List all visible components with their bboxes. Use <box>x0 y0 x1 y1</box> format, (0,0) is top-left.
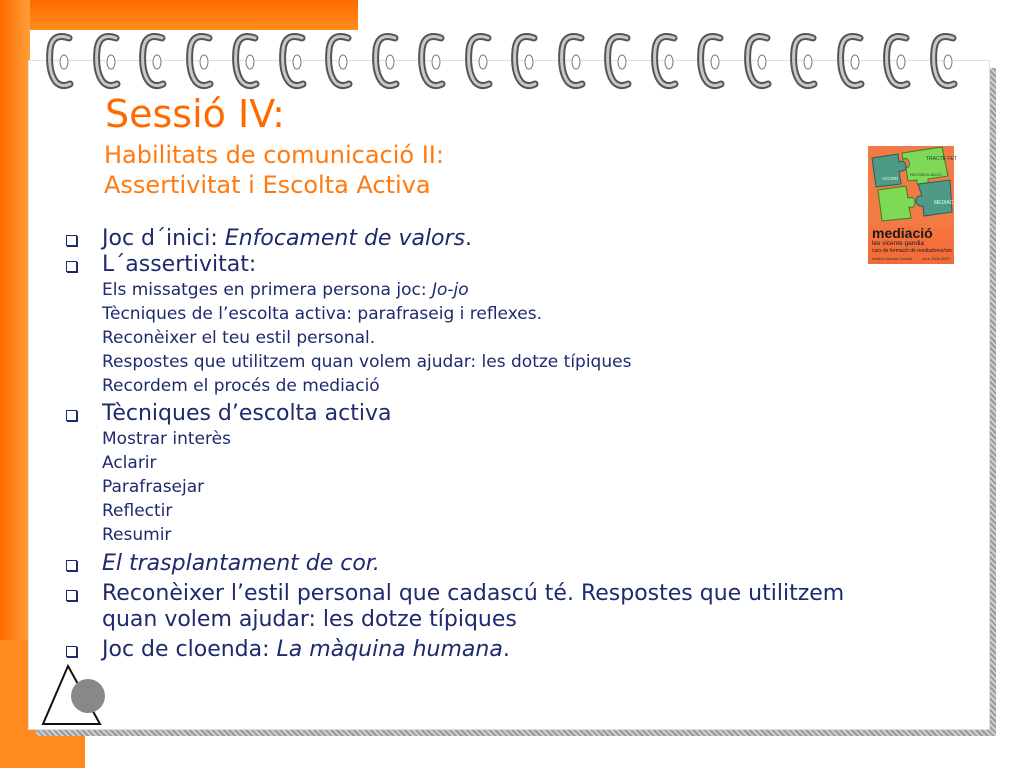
puzzle-label-3: RECONCILIACIÓ <box>910 172 942 177</box>
agenda-list <box>60 226 960 663</box>
spiral-ring-icon <box>42 30 76 92</box>
spiral-ring-icon <box>879 30 913 92</box>
spiral-ring-icon <box>461 30 495 92</box>
subtitle-line-1: Habilitats de comunicació II: <box>104 141 444 169</box>
spiral-ring-icon <box>89 30 123 92</box>
spiral-ring-icon <box>554 30 588 92</box>
sub-item: Recordem el procés de mediació <box>102 376 380 396</box>
sub-item: Reconèixer el teu estil personal. <box>102 328 376 348</box>
checkbox-bullet-icon <box>66 235 77 246</box>
puzzle-pieces-icon <box>868 146 959 226</box>
sub-item: Reflectir <box>102 501 173 521</box>
spiral-ring-icon <box>740 30 774 92</box>
spiral-ring-icon <box>786 30 820 92</box>
spiral-ring-icon <box>507 30 541 92</box>
sub-item: Mostrar interès <box>102 429 231 449</box>
puzzle-label-2: MEDIACIÓ <box>934 200 959 206</box>
list-item: L´assertivitat: <box>60 252 960 278</box>
checkbox-bullet-icon <box>66 590 77 601</box>
logo-subname: les vicente gandia <box>872 240 925 247</box>
checkbox-bullet-icon <box>66 261 77 272</box>
spiral-binding <box>42 30 972 100</box>
spiral-ring-icon <box>833 30 867 92</box>
subtitle-line-2: Assertivitat i Escolta Activa <box>104 171 431 199</box>
spiral-ring-icon <box>368 30 402 92</box>
logo-name: mediació <box>872 225 933 241</box>
checkbox-bullet-icon <box>66 410 77 421</box>
list-item: Tècniques d’escolta activa <box>60 401 960 427</box>
checkbox-bullet-icon <box>66 646 77 657</box>
spiral-ring-icon <box>600 30 634 92</box>
logo-footer-left: Institut Vicente Gandia <box>872 256 913 261</box>
puzzle-label-4: ACORD <box>882 176 899 181</box>
spiral-ring-icon <box>321 30 355 92</box>
logo-footer-right: curs 2006-2007 <box>922 256 950 261</box>
spiral-ring-icon <box>414 30 448 92</box>
slide-title: Sessió IV: <box>105 92 285 136</box>
list-item: Reconèixer l’estil personal que cadascú té. Respostes que utilitzem quan volem ajudar: les dotze típiques <box>60 581 882 633</box>
spiral-ring-icon <box>135 30 169 92</box>
spiral-ring-icon <box>182 30 216 92</box>
sub-item: Respostes que utilitzem quan volem ajudar: les dotze típiques <box>102 352 632 372</box>
spiral-ring-icon <box>275 30 309 92</box>
sub-item: Els missatges en primera persona joc: Jo-jo <box>102 280 469 300</box>
spiral-ring-icon <box>647 30 681 92</box>
logo-course: curs de formació de mediadores/ors <box>872 248 952 254</box>
list-item: El trasplantament de cor. <box>60 551 960 577</box>
puzzle-label-1: TRACTE FET <box>926 156 957 162</box>
sub-item: Parafrasejar <box>102 477 205 497</box>
sub-item: Tècniques de l’escolta activa: parafraseig i reflexes. <box>102 304 542 324</box>
sub-item: Resumir <box>102 525 172 545</box>
sub-item: Aclarir <box>102 453 157 473</box>
spiral-ring-icon <box>693 30 727 92</box>
slide-subtitle <box>104 140 444 200</box>
spiral-ring-icon <box>926 30 960 92</box>
list-item: Joc d´inici: Enfocament de valors. <box>60 226 960 252</box>
orange-top-band <box>0 0 358 30</box>
spiral-ring-icon <box>228 30 262 92</box>
checkbox-bullet-icon <box>66 560 77 571</box>
triangle-circle-logo-icon <box>40 664 110 730</box>
list-item: Joc de cloenda: La màquina humana. <box>60 637 960 663</box>
